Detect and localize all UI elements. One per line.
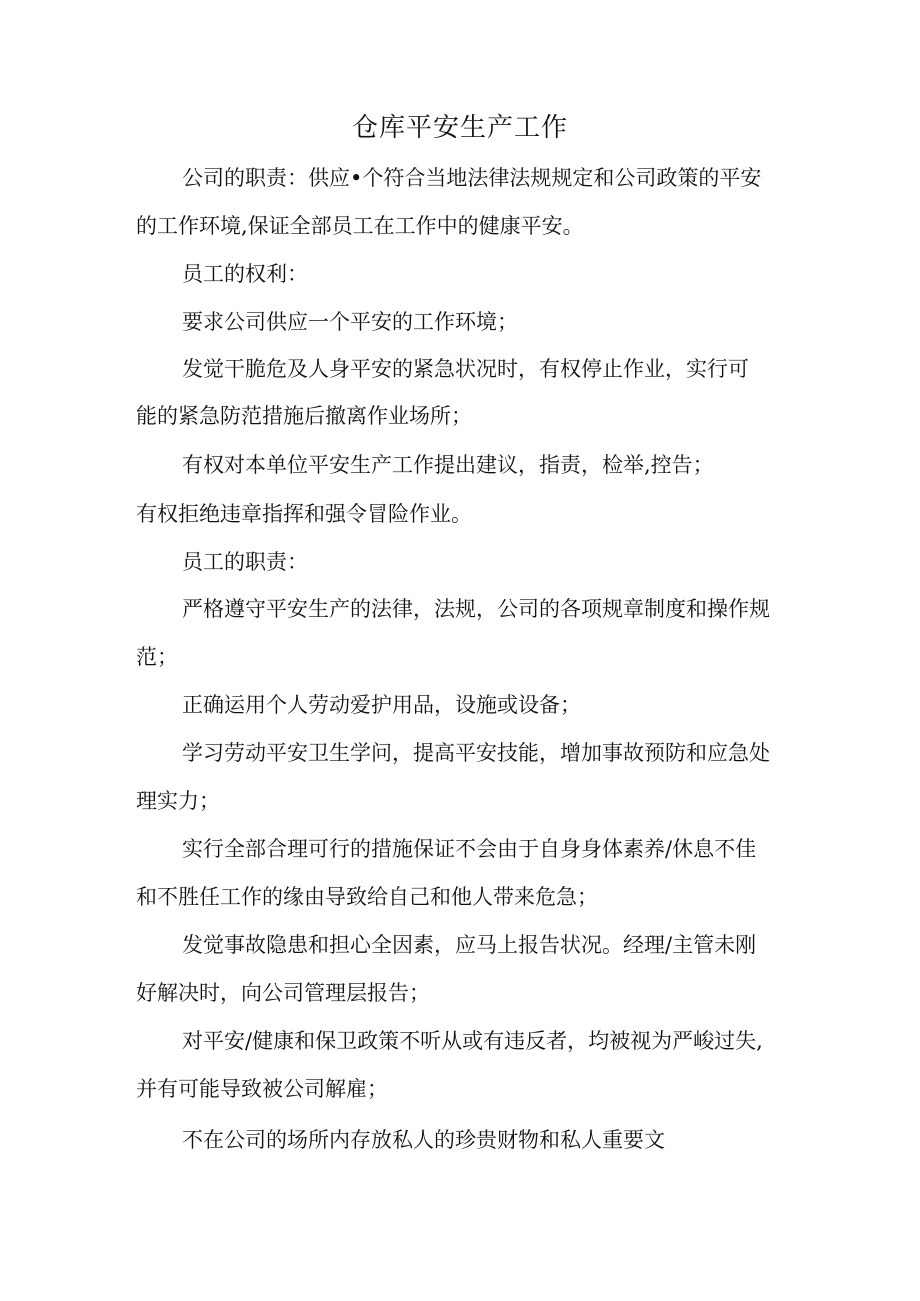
paragraph-line: 正确运用个人劳动爱护用品，设施或设备；: [182, 693, 581, 717]
paragraph-line: 实行全部合理可行的措施保证不会由于自身身体素养/休息不佳: [182, 837, 757, 861]
document-title: 仓库平安生产工作: [351, 113, 568, 143]
paragraph-line: 有权对本单位平安生产工作提出建议，指责，检举,控告；: [182, 453, 714, 477]
paragraph-line: 的工作环境,保证全部员工在工作中的健康平安。: [136, 214, 584, 238]
paragraph-line: 员工的职责：: [182, 550, 308, 574]
paragraph-line: 能的紧急防范措施后撤离作业场所；: [136, 404, 472, 428]
paragraph-line: 要求公司供应一个平安的工作环境；: [182, 310, 518, 334]
paragraph-line: 严格遵守平安生产的法律，法规，公司的各项规章制度和操作规: [182, 597, 770, 621]
paragraph-line: 公司的职责：供应•个符合当地法律法规规定和公司政策的平安: [182, 166, 762, 190]
paragraph-line: 发觉干脆危及人身平安的紧急状况时，有权停止作业，实行可: [182, 357, 749, 381]
paragraph-line: 范；: [136, 645, 178, 669]
paragraph-line: 员工的权利：: [182, 262, 308, 286]
paragraph-line: 有权拒绝违章指挥和强令冒险作业。: [136, 502, 472, 526]
paragraph-line: 和不胜任工作的缘由导致给自己和他人带来危急；: [136, 885, 598, 909]
paragraph-line: 理实力；: [136, 789, 220, 813]
paragraph-line: 并有可能导致被公司解雇；: [136, 1077, 388, 1101]
paragraph-line: 不在公司的场所内存放私人的珍贵财物和私人重要文: [182, 1128, 665, 1152]
paragraph-line: 发觉事故隐患和担心全因素，应马上报告状况。经理/主管未刚: [182, 933, 757, 957]
paragraph-line: 好解决时，向公司管理层报告；: [136, 981, 430, 1005]
paragraph-line: 对平安/健康和保卫政策不听从或有违反者，均被视为严峻过失,: [182, 1029, 763, 1053]
paragraph-line: 学习劳动平安卫生学问，提高平安技能，增加事故预防和应急处: [182, 741, 770, 765]
